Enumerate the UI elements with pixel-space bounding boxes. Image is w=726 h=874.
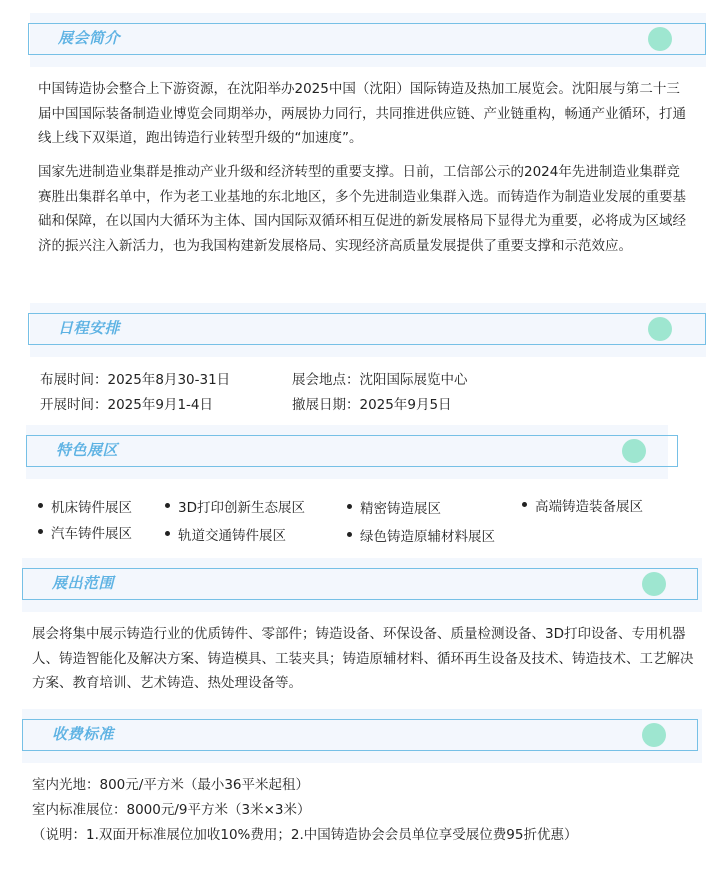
bullet-icon xyxy=(347,532,352,537)
venue: 展会地点：沈阳国际展览中心 xyxy=(292,372,468,388)
intro-paragraph-1: 中国铸造协会整合上下游资源，在沈阳举办2025中国（沈阳）国际铸造及热加工展览会。沈阳展与第二十三届中国国际装备制造业博览会同期举办，两展协力同行，共同推进供应链、产业链重构，畅通产业循环，打通线上线下双渠道，跑出铸造行业转型升级的“加速度”。 xyxy=(38,81,686,146)
section-title: 展出范围 xyxy=(52,574,115,592)
fee-standard-booth: 室内标准展位：8000元/9平方米（3米×3米） xyxy=(32,802,311,818)
zone-item xyxy=(165,498,305,518)
zone-label: 轨道交通铸件展区 xyxy=(178,528,286,544)
section-header-zones xyxy=(26,425,678,479)
header-frame xyxy=(26,435,678,467)
decorative-dot-icon xyxy=(648,317,672,341)
section-header-scope xyxy=(22,558,698,612)
bullet-icon xyxy=(522,502,527,507)
section-header-intro xyxy=(30,13,706,67)
section-title: 展会简介 xyxy=(58,29,121,47)
zone-label: 机床铸件展区 xyxy=(51,500,132,516)
section-header-fees xyxy=(22,709,698,763)
section-title: 日程安排 xyxy=(58,319,121,337)
intro-paragraph-2: 国家先进制造业集群是推动产业升级和经济转型的重要支撑。日前，工信部公示的2024年先进制造业集群竞赛胜出集群名单中，作为老工业基地的东北地区，多个先进制造业集群入选。而铸造作为制造业发展的重要基础和保障，在以国内大循环为主体、国内国际双循环相互促进的新发展格局下显得尤为重要，必将成为区域经济的振兴注入新活力，也为我国构建新发展格局、实现经济高质量发展提供了重要支撑和示范效应。 xyxy=(38,164,686,254)
zone-item xyxy=(347,499,441,519)
zone-label: 3D打印创新生态展区 xyxy=(178,500,305,516)
bullet-icon xyxy=(38,503,43,508)
zone-label: 精密铸造展区 xyxy=(360,501,441,517)
header-frame xyxy=(28,313,706,345)
header-frame xyxy=(22,719,698,751)
zone-label: 绿色铸造原辅材料展区 xyxy=(360,529,495,545)
header-frame xyxy=(22,568,698,600)
zone-item xyxy=(38,498,132,518)
fee-note: （说明：1.双面开标准展位加收10%费用；2.中国铸造协会会员单位享受展位费95折优惠） xyxy=(32,827,578,843)
decorative-dot-icon xyxy=(622,439,646,463)
zone-item xyxy=(347,527,495,547)
setup-time: 布展时间：2025年8月30-31日 xyxy=(40,372,231,388)
decorative-dot-icon xyxy=(642,572,666,596)
fee-raw-space: 室内光地：800元/平方米（最小36平米起租） xyxy=(32,777,309,793)
bullet-icon xyxy=(347,504,352,509)
bullet-icon xyxy=(165,531,170,536)
decorative-dot-icon xyxy=(648,27,672,51)
section-header-schedule xyxy=(30,303,706,357)
section-title: 收费标准 xyxy=(52,725,115,743)
open-time: 开展时间：2025年9月1-4日 xyxy=(40,397,213,413)
section-title: 特色展区 xyxy=(56,441,119,459)
zone-item xyxy=(38,524,132,544)
decorative-dot-icon xyxy=(642,723,666,747)
header-frame xyxy=(28,23,706,55)
zone-label: 汽车铸件展区 xyxy=(51,526,132,542)
teardown-date: 撤展日期：2025年9月5日 xyxy=(292,397,452,413)
bullet-icon xyxy=(38,529,43,534)
zone-item xyxy=(522,497,643,517)
zone-label: 高端铸造装备展区 xyxy=(535,499,643,515)
bullet-icon xyxy=(165,503,170,508)
scope-paragraph: 展会将集中展示铸造行业的优质铸件、零部件；铸造设备、环保设备、质量检测设备、3D打印设备、专用机器人、铸造智能化及解决方案、铸造模具、工装夹具；铸造原辅材料、循环再生设备及技术、铸造技术、工艺解决方案、教育培训、艺术铸造、热处理设备等。 xyxy=(32,626,694,691)
zone-item xyxy=(165,526,286,546)
